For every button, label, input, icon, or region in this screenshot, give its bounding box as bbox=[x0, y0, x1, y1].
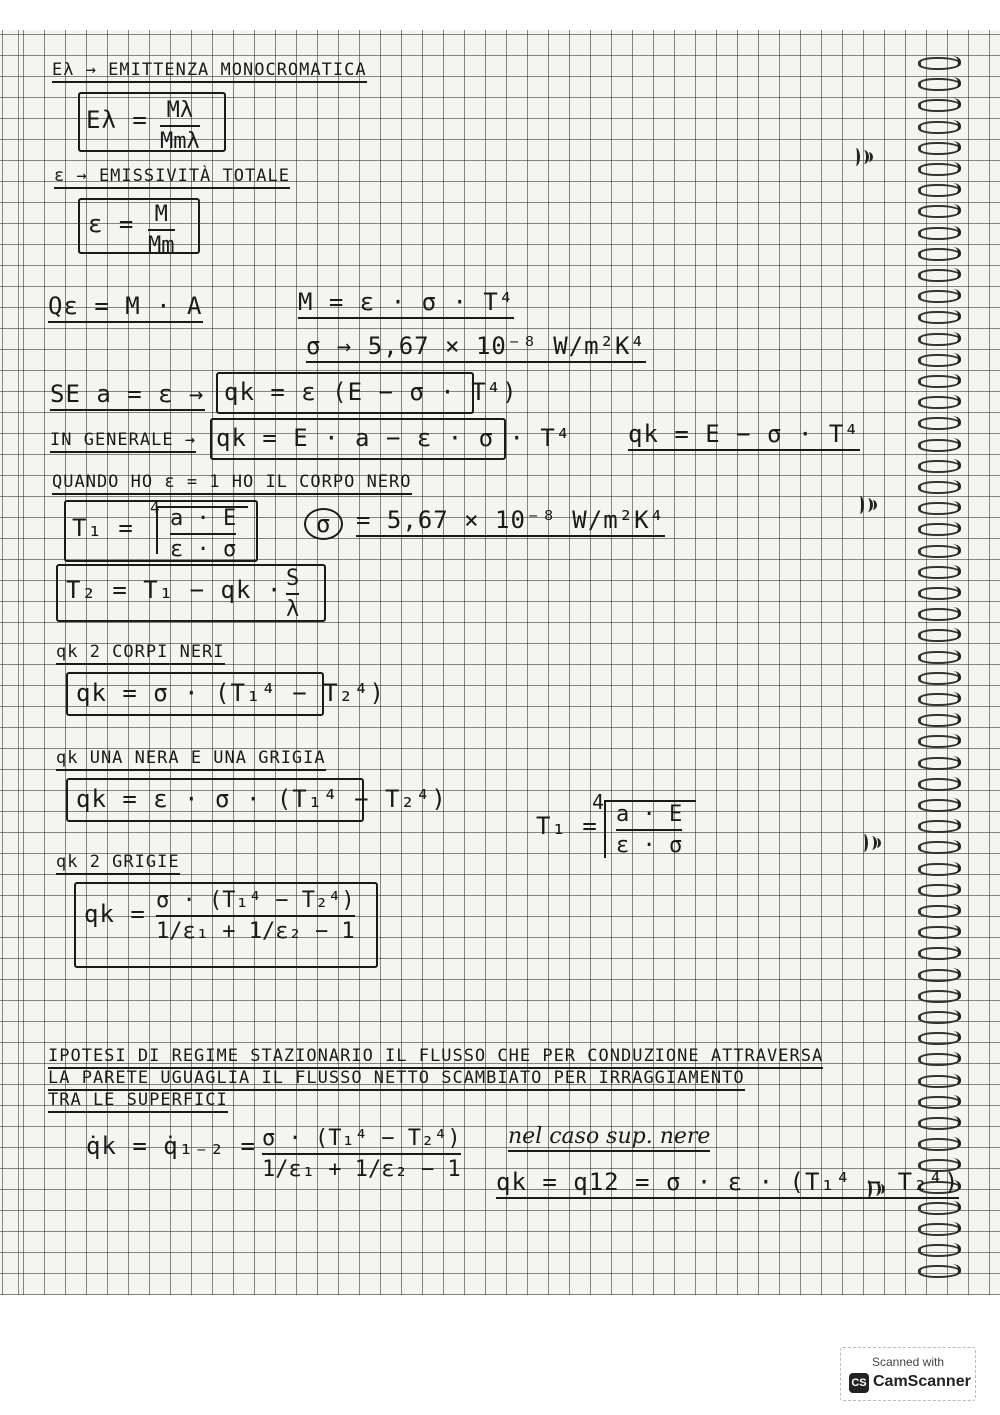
audio-mark-icon bbox=[852, 146, 874, 170]
t1-lhs: T₁ = bbox=[72, 514, 134, 542]
spiral-ring bbox=[918, 734, 966, 746]
spiral-ring bbox=[918, 607, 966, 619]
spiral-ring bbox=[918, 332, 966, 344]
final-den: 1/ε₁ + 1/ε₂ − 1 bbox=[262, 1157, 461, 1182]
t1-right-root-index: 4 bbox=[592, 790, 605, 814]
e-lambda-den: Mmλ bbox=[160, 129, 200, 154]
t1-right-num: a · E bbox=[616, 802, 683, 827]
eps-fraction bbox=[148, 202, 175, 258]
spiral-ring bbox=[918, 1031, 966, 1043]
spiral-ring bbox=[918, 1243, 966, 1255]
spiral-ring bbox=[918, 480, 966, 492]
two-grey-lhs: qk = bbox=[84, 900, 146, 928]
spiral-ring bbox=[918, 289, 966, 301]
final-fraction bbox=[262, 1126, 461, 1182]
spiral-ring bbox=[918, 162, 966, 174]
t1-right-den: ε · σ bbox=[616, 833, 683, 858]
spiral-ring bbox=[918, 692, 966, 704]
spiral-ring bbox=[918, 989, 966, 1001]
m-law: M = ε · σ · T⁴ bbox=[298, 288, 514, 319]
emissivity-title: ε → EMISSIVITÀ TOTALE bbox=[54, 166, 290, 189]
spiral-ring bbox=[918, 56, 966, 68]
spiral-ring bbox=[918, 438, 966, 450]
t1-root-index: 4 bbox=[150, 498, 160, 517]
spiral-ring bbox=[918, 416, 966, 428]
spiral-ring bbox=[918, 904, 966, 916]
se-formula: qk = ε (E − σ · T⁴) bbox=[224, 378, 518, 406]
spiral-ring bbox=[918, 353, 966, 365]
spiral-ring bbox=[918, 77, 966, 89]
spiral-ring bbox=[918, 1010, 966, 1022]
spiral-ring bbox=[918, 310, 966, 322]
spiral-ring bbox=[918, 968, 966, 980]
spiral-ring bbox=[918, 798, 966, 810]
spiral-ring bbox=[918, 1095, 966, 1107]
spiral-ring bbox=[918, 862, 966, 874]
two-grey-title: qk 2 GRIGIE bbox=[56, 852, 180, 875]
scanned-with-text: Scanned with bbox=[871, 1355, 945, 1369]
spiral-ring bbox=[918, 946, 966, 958]
qe-formula: Qε = M · A bbox=[48, 292, 203, 323]
two-grey-fraction bbox=[156, 888, 355, 944]
spiral-ring bbox=[918, 840, 966, 852]
spiral-binding-icon bbox=[918, 56, 968, 1288]
two-grey-den: 1/ε₁ + 1/ε₂ − 1 bbox=[156, 919, 355, 944]
spiral-ring bbox=[918, 120, 966, 132]
black-surface-formula: qk = q12 = σ · ε · (T₁⁴ − T₂⁴) bbox=[496, 1168, 959, 1199]
spiral-ring bbox=[918, 883, 966, 895]
spiral-ring bbox=[918, 395, 966, 407]
audio-mark-icon bbox=[860, 832, 882, 856]
black-surface-note: nel caso sup. nere bbox=[508, 1124, 710, 1152]
t1-den: ε · σ bbox=[170, 537, 237, 562]
se-label: SE a = ε → bbox=[50, 380, 205, 411]
paragraph-line-2: LA PARETE UGUAGLIA IL FLUSSO NETTO SCAMBIATO PER IRRAGGIAMENTO bbox=[48, 1068, 745, 1091]
eps-den: Mm bbox=[148, 233, 175, 258]
black-grey-formula: qk = ε · σ · (T₁⁴ − T₂⁴) bbox=[76, 785, 447, 813]
spiral-ring bbox=[918, 1201, 966, 1213]
final-num: σ · (T₁⁴ − T₂⁴) bbox=[262, 1126, 461, 1151]
spiral-ring bbox=[918, 183, 966, 195]
spiral-ring bbox=[918, 226, 966, 238]
t2-den: λ bbox=[286, 597, 300, 622]
sigma-definition: σ → 5,67 × 10⁻⁸ W/m²K⁴ bbox=[306, 332, 646, 363]
spiral-ring bbox=[918, 777, 966, 789]
spiral-ring bbox=[918, 671, 966, 683]
spiral-ring bbox=[918, 650, 966, 662]
margin-line bbox=[18, 30, 19, 1295]
spiral-ring bbox=[918, 98, 966, 110]
spiral-ring bbox=[918, 1052, 966, 1064]
spiral-ring bbox=[918, 628, 966, 640]
spiral-ring bbox=[918, 247, 966, 259]
spiral-ring bbox=[918, 713, 966, 725]
black-grey-title: qk UNA NERA E UNA GRIGIA bbox=[56, 748, 326, 771]
camscanner-name: CamScanner bbox=[873, 1373, 971, 1390]
sigma-circled: σ bbox=[304, 508, 343, 540]
spiral-ring bbox=[918, 1222, 966, 1234]
spiral-ring bbox=[918, 819, 966, 831]
spiral-ring bbox=[918, 204, 966, 216]
t2-num: S bbox=[286, 566, 300, 591]
spiral-ring bbox=[918, 268, 966, 280]
in-generale-label: IN GENERALE → bbox=[50, 430, 196, 453]
spiral-ring bbox=[918, 1116, 966, 1128]
paragraph-line-3: TRA LE SUPERFICI bbox=[48, 1090, 228, 1113]
emittance-title: Eλ → EMITTENZA MONOCROMATICA bbox=[52, 60, 367, 83]
paragraph-line-1: IPOTESI DI REGIME STAZIONARIO IL FLUSSO CHE PER CONDUZIONE ATTRAVERSA bbox=[48, 1046, 823, 1069]
spiral-ring bbox=[918, 1137, 966, 1149]
spiral-ring bbox=[918, 586, 966, 598]
e-lambda-num: Mλ bbox=[166, 98, 194, 123]
spiral-ring bbox=[918, 544, 966, 556]
spiral-ring bbox=[918, 522, 966, 534]
spiral-ring bbox=[918, 756, 966, 768]
two-black-title: qk 2 CORPI NERI bbox=[56, 642, 225, 665]
spiral-ring bbox=[918, 1074, 966, 1086]
spiral-ring bbox=[918, 459, 966, 471]
t2-lhs: T₂ = T₁ − qk · bbox=[66, 576, 283, 604]
spiral-ring bbox=[918, 1264, 966, 1276]
spiral-ring bbox=[918, 925, 966, 937]
camscanner-logo-icon: CS bbox=[849, 1373, 869, 1393]
audio-mark-icon bbox=[856, 494, 878, 518]
e-lambda-lhs: Eλ = bbox=[86, 106, 148, 134]
camscanner-watermark bbox=[840, 1347, 976, 1401]
t1-fraction bbox=[170, 506, 236, 562]
t1-right-lhs: T₁ = bbox=[536, 812, 598, 840]
final-lhs: q̇k = q̇₁₋₂ = bbox=[86, 1132, 256, 1160]
in-generale-formula: qk = E · a − ε · σ · T⁴ bbox=[216, 424, 572, 452]
spiral-ring bbox=[918, 501, 966, 513]
spiral-ring bbox=[918, 141, 966, 153]
t2-fraction bbox=[286, 566, 299, 622]
eps-lhs: ε = bbox=[88, 210, 135, 238]
t1-num: a · E bbox=[170, 506, 237, 531]
spiral-ring bbox=[918, 374, 966, 386]
spiral-ring bbox=[918, 565, 966, 577]
eps-num: M bbox=[154, 202, 168, 227]
two-black-formula: qk = σ · (T₁⁴ − T₂⁴) bbox=[76, 679, 385, 707]
e-lambda-fraction bbox=[160, 98, 200, 154]
sigma-value: = 5,67 × 10⁻⁸ W/m²K⁴ bbox=[356, 506, 665, 537]
side-formula: qk = E − σ · T⁴ bbox=[628, 420, 860, 451]
corpo-nero-note: QUANDO HO ε = 1 HO IL CORPO NERO bbox=[52, 472, 412, 495]
two-grey-num: σ · (T₁⁴ − T₂⁴) bbox=[156, 888, 355, 913]
t1-right-fraction bbox=[616, 802, 682, 858]
